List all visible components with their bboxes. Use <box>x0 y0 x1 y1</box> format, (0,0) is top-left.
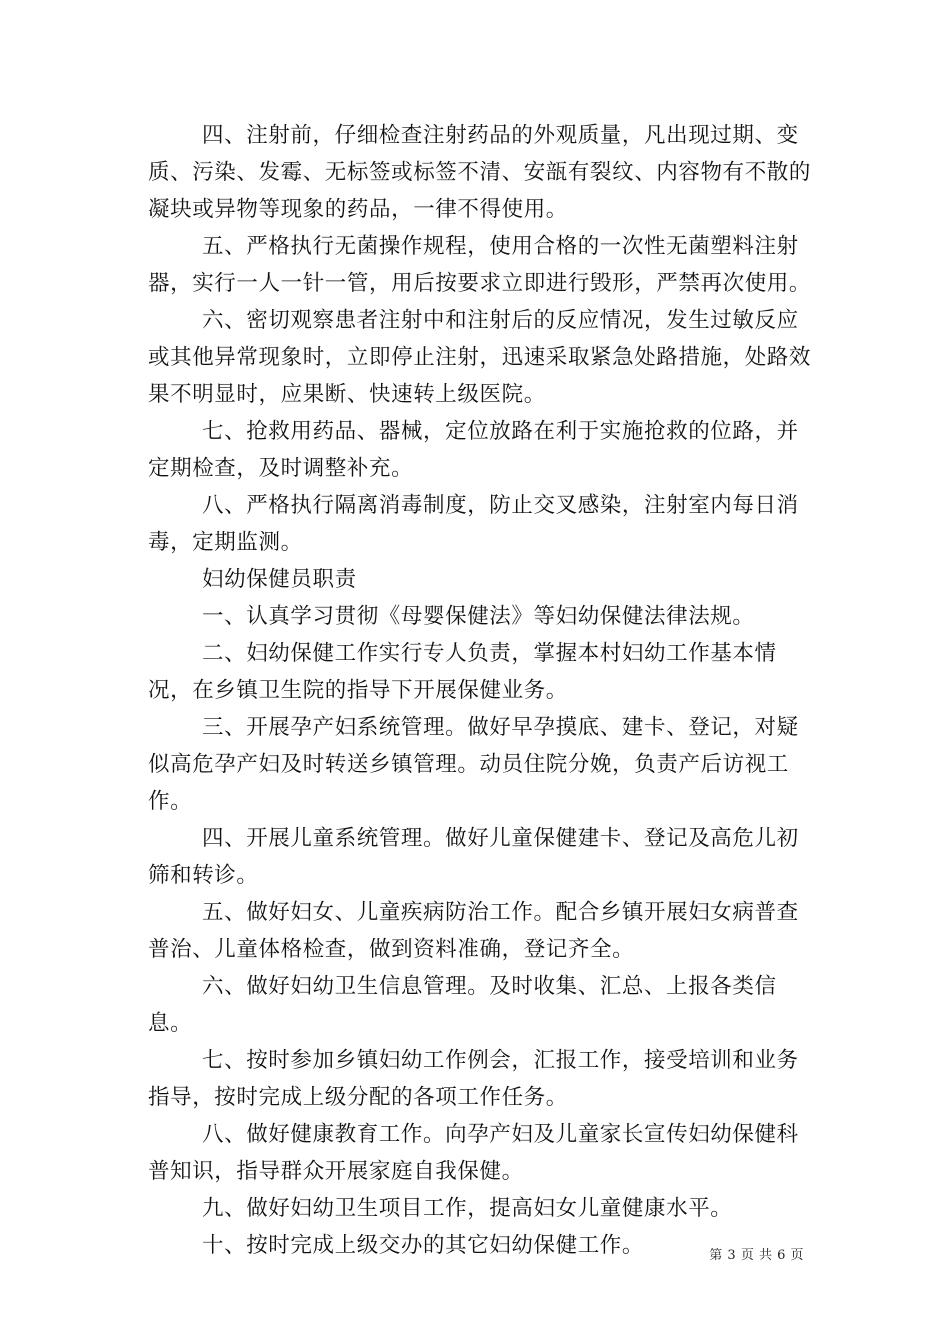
paragraph: 七、抢救用药品、器械，定位放路在利于实施抢救的位路，并定期检查，及时调整补充。 <box>148 419 799 481</box>
document-body <box>148 117 812 1264</box>
section-heading: 妇幼保健员职责 <box>202 567 357 592</box>
paragraph: 三、开展孕产妇系统管理。做好早孕摸底、建卡、登记，对疑似高危孕产妇及时转送乡镇管理。动员住院分娩，负责产后访视工作。 <box>148 715 799 814</box>
page-number: 第 3 页 共 6 页 <box>709 1248 804 1263</box>
paragraph: 八、严格执行隔离消毒制度，防止交叉感染，注射室内每日消毒，定期监测。 <box>148 493 799 555</box>
paragraph: 四、开展儿童系统管理。做好儿童保健建卡、登记及高危儿初筛和转诊。 <box>148 826 799 888</box>
paragraph: 十、按时完成上级交办的其它妇幼保健工作。 <box>202 1233 645 1258</box>
paragraph: 一、认真学习贯彻《母婴保健法》等妇幼保健法律法规。 <box>202 604 755 629</box>
paragraph: 八、做好健康教育工作。向孕产妇及儿童家长宣传妇幼保健科普知识，指导群众开展家庭自我保健。 <box>148 1122 799 1184</box>
paragraph: 二、妇幼保健工作实行专人负责，掌握本村妇幼工作基本情况，在乡镇卫生院的指导下开展保健业务。 <box>148 641 777 703</box>
paragraph: 九、做好妇幼卫生项目工作，提高妇女儿童健康水平。 <box>202 1196 733 1221</box>
paragraph: 五、做好妇女、儿童疾病防治工作。配合乡镇开展妇女病普查普治、儿童体格检查，做到资料准确，登记齐全。 <box>148 900 799 962</box>
paragraph: 七、按时参加乡镇妇幼工作例会，汇报工作，接受培训和业务指导，按时完成上级分配的各项工作任务。 <box>148 1048 799 1110</box>
paragraph: 六、做好妇幼卫生信息管理。及时收集、汇总、上报各类信息。 <box>148 974 777 1036</box>
paragraph: 六、密切观察患者注射中和注射后的反应情况，发生过敏反应或其他异常现象时，立即停止注射，迅速采取紧急处路措施，处路效果不明显时，应果断、快速转上级医院。 <box>148 308 812 407</box>
paragraph: 五、严格执行无菌操作规程，使用合格的一次性无菌塑料注射器，实行一人一针一管，用后按要求立即进行毁形，严禁再次使用。 <box>148 234 812 296</box>
paragraph: 四、注射前，仔细检查注射药品的外观质量，凡出现过期、变质、污染、发霉、无标签或标签不清、安瓿有裂纹、内容物有不散的凝块或异物等现象的药品，一律不得使用。 <box>148 123 812 222</box>
